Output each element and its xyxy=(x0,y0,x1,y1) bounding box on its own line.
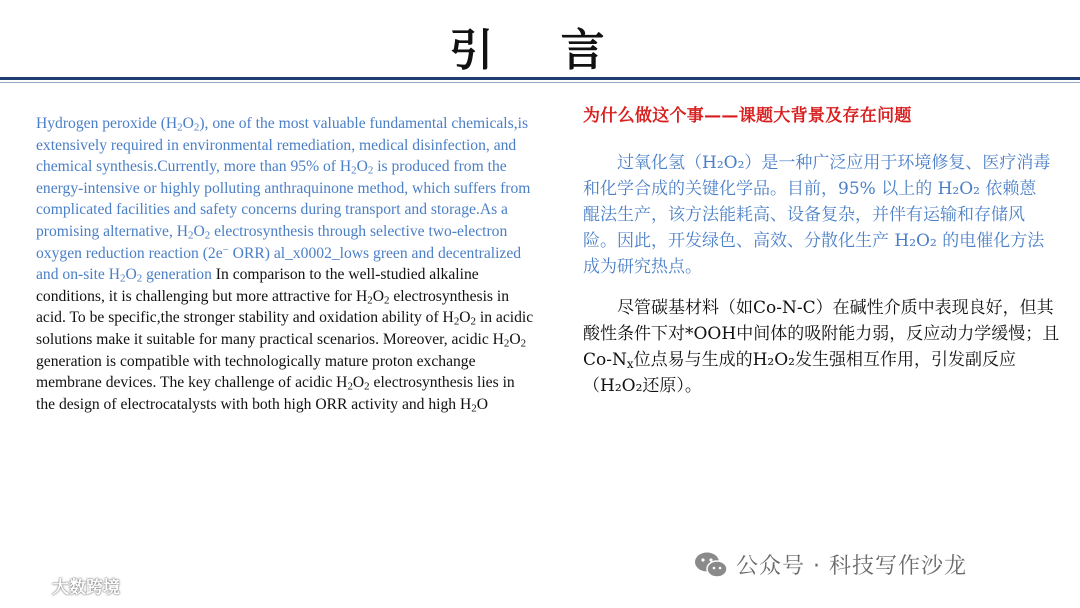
text-run: O xyxy=(372,287,385,305)
text-run: O xyxy=(193,222,205,240)
subscript: 2 xyxy=(453,316,460,329)
subscript: 2 xyxy=(351,164,357,177)
subscript: 2 xyxy=(503,337,510,350)
wechat-watermark xyxy=(694,549,967,580)
text-run: ORR) al_x0002_lows green and decentralized and on-site H xyxy=(36,244,522,284)
text-run: Hydrogen peroxide (H xyxy=(36,115,178,132)
subscript: 2 xyxy=(188,229,194,242)
subscript: 2 xyxy=(520,337,527,350)
text-run: electrosynthesis in acid. To be specific,the stronger stability and oxidation ability of H xyxy=(36,287,509,327)
abstract-blue-text xyxy=(36,115,530,283)
section-heading: 为什么做这个事——课题大背景及存在问题 xyxy=(583,106,912,126)
subscript: 2 xyxy=(470,316,476,329)
text-run: ), one of the most valuable fundamental chemicals,is extensively required in environmental remediation, medical disinfection, and chemical synthesis.Currently, more than 95% of H xyxy=(36,115,529,176)
subscript: 2 xyxy=(177,121,183,134)
chinese-problem-paragraph xyxy=(583,295,1063,399)
text-run: O xyxy=(356,158,368,176)
text-run: is produced from the energy-intensive or highly polluting anthraquinone method, which suffers from complicated facilities and safety concerns during transport and storage.As a promising alternative, H xyxy=(36,158,531,240)
page-title: 引 言 xyxy=(449,25,631,76)
wechat-icon xyxy=(694,551,728,579)
title-divider xyxy=(0,77,1080,80)
text-run: in acidic solutions make it suitable for many practical scenarios. Moreover, acidic H xyxy=(36,309,534,348)
text-run: O xyxy=(459,309,471,327)
text-run: 尽管碳基材料（如Co-N-C）在碱性介质中表现良好，但其酸性条件下对*OOH中间体的吸附能力弱，反应动力学缓慢；且Co-N xyxy=(583,298,1060,370)
subscript: 2 xyxy=(471,402,477,415)
brand-logo-icon xyxy=(8,575,48,597)
brand-text: 大数跨境 xyxy=(52,578,120,598)
title-divider-thin xyxy=(0,82,1080,83)
text-run: electrosynthesis lies in the design of electrocatalysts with both high ORR activity and high H xyxy=(36,374,515,413)
text-run: O xyxy=(125,266,137,284)
subscript: 2 xyxy=(204,229,211,242)
english-abstract xyxy=(36,113,536,415)
text-run: O xyxy=(476,395,488,413)
subscript: x xyxy=(626,356,634,371)
subscript: 2 xyxy=(193,121,200,134)
text-run: 位点易与生成的H₂O₂发生强相互作用，引发副反应（H₂O₂还原）。 xyxy=(583,350,1016,396)
text-run: O xyxy=(182,115,194,132)
subscript: 2 xyxy=(364,380,370,393)
subscript: 2 xyxy=(136,272,143,285)
text-run: generation xyxy=(142,266,212,284)
subscript: 2 xyxy=(120,272,126,285)
text-run: generation is compatible with technologically mature proton exchange membrane devices. The key challenge of acidic H xyxy=(36,352,476,392)
text-run: O xyxy=(352,374,365,392)
subscript: 2 xyxy=(384,294,390,307)
subscript: 2 xyxy=(367,294,373,307)
text-run: 过氧化氢（H₂O₂）是一种广泛应用于环境修复、医疗消毒和化学合成的关键化学品。目前，95% 以上的 H₂O₂ 依赖蒽醌法生产，该方法能耗高、设备复杂，并伴有运输和存储风险。因此，开发绿色、高效、分散化生产 H₂O₂ 的电催化方法成为研究热点。 xyxy=(583,153,1051,277)
abstract-black-text xyxy=(36,266,533,413)
text-run: In comparison to the well-studied alkaline conditions, it is challenging but more attractive for H xyxy=(36,266,479,305)
subscript: 2 xyxy=(367,164,374,177)
watermark-text: 公众号 · 科技写作沙龙 xyxy=(736,554,967,579)
text-run: electrosynthesis through selective two-electron oxygen reduction reaction (2e xyxy=(36,222,508,262)
text-run: O xyxy=(509,330,521,348)
chinese-background-paragraph xyxy=(583,150,1053,280)
brand-watermark xyxy=(8,573,120,598)
subscript: 2 xyxy=(347,380,353,393)
superscript: − xyxy=(222,243,229,256)
